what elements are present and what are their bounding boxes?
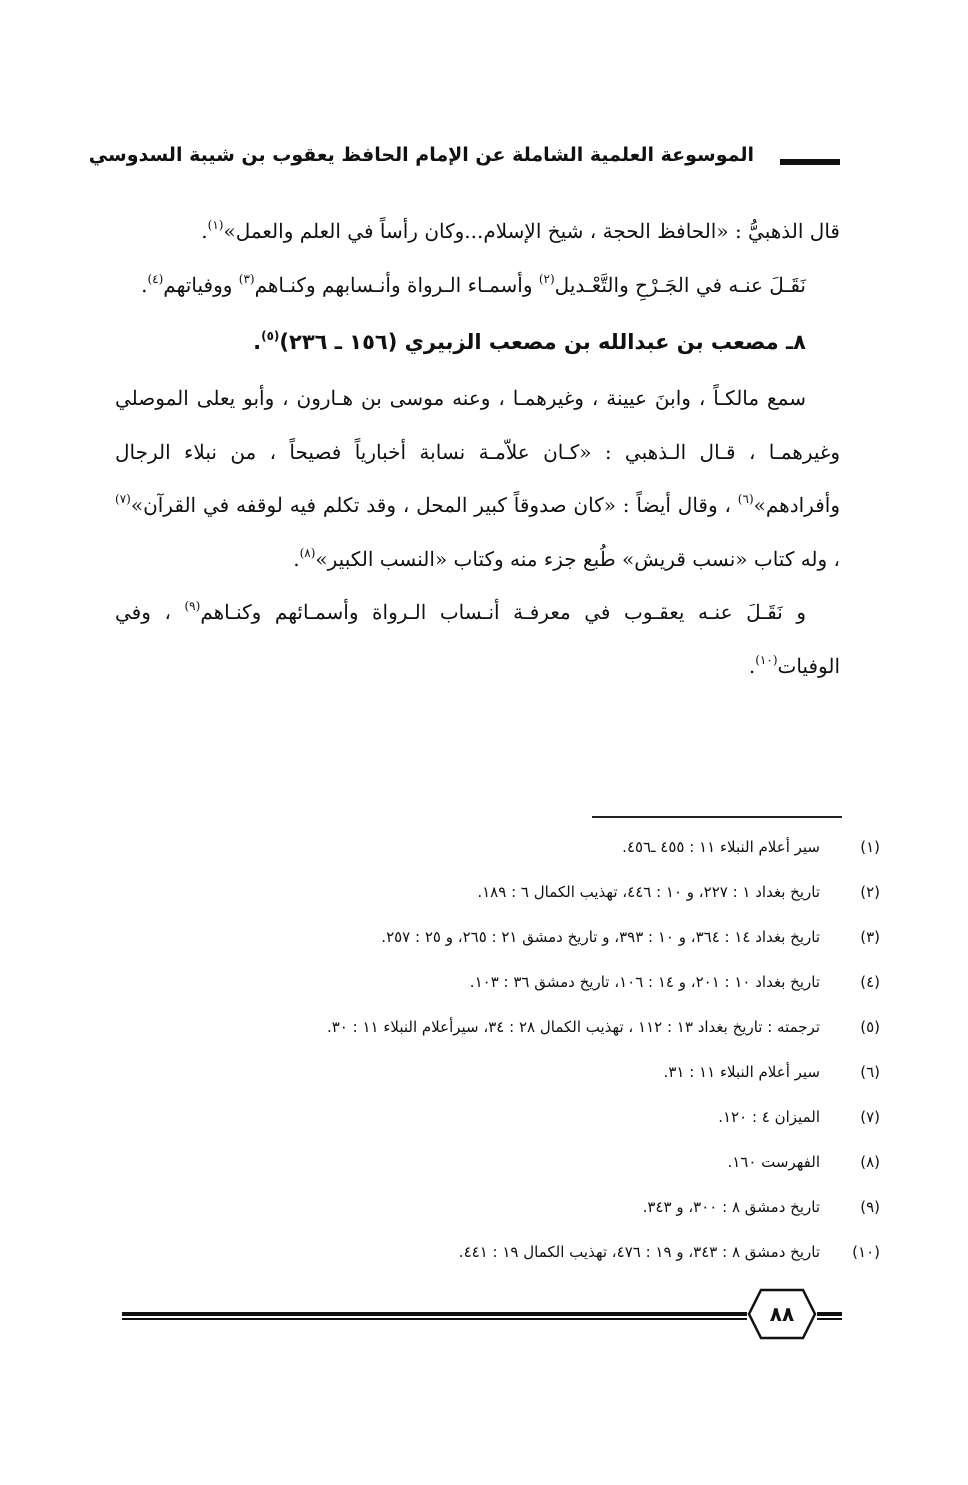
header-title: الموسوعة العلمية الشاملة عن الإمام الحافظ يعقوب بن شيبة السدوسي bbox=[79, 144, 764, 166]
paragraph-4-text-b: ، وفي الوفيات bbox=[115, 600, 840, 678]
footnote-item bbox=[100, 1243, 880, 1288]
footnote-number: (١٠) bbox=[852, 1243, 880, 1261]
footnote-text: سير أعلام النبلاء ١١ : ٣١. bbox=[663, 1063, 820, 1081]
paragraph-2-end: . bbox=[141, 272, 148, 297]
paragraph-2-text-a: نَقَـلَ عنـه في الجَـرْحِ والتَّعْـديل bbox=[554, 272, 806, 297]
bottom-rule bbox=[122, 1312, 842, 1320]
paragraph-2-text-b: وأسمـاء الـرواة وأنـسابهم وكنـاهم bbox=[254, 272, 539, 297]
section-heading-end: . bbox=[253, 330, 262, 354]
footnote-number: (٣) bbox=[860, 928, 880, 946]
footnote-text: تاريخ دمشق ٨ : ٣٠٠، و ٣٤٣. bbox=[642, 1198, 820, 1216]
paragraph-1 bbox=[115, 205, 840, 259]
footnote-separator bbox=[592, 816, 842, 818]
footnote-ref-1[interactable]: (١) bbox=[207, 218, 224, 232]
footnote-number: (٦) bbox=[860, 1063, 880, 1081]
footnote-number: (٧) bbox=[860, 1108, 880, 1126]
footnote-number: (٩) bbox=[860, 1198, 880, 1216]
footnote-ref-2[interactable]: (٢) bbox=[538, 271, 555, 286]
footnote-ref-9[interactable]: (٩) bbox=[184, 599, 201, 613]
footnote-ref-7[interactable]: (٧) bbox=[115, 492, 131, 506]
paragraph-1-text: قال الذهبيُّ : «الحافظ الحجة ، شيخ الإسلام...وكان رأساً في العلم والعمل» bbox=[223, 219, 840, 243]
footnote-text: تاريخ بغداد ١٠ : ٢٠١، و ١٤ : ١٠٦، تاريخ دمشق ٣٦ : ١٠٣. bbox=[469, 973, 820, 991]
footnote-ref-10[interactable]: (١٠) bbox=[755, 652, 778, 667]
paragraph-4 bbox=[115, 586, 840, 693]
paragraph-4-text-a: و نَقَـلَ عنـه يعقـوب في معرفـة أنـساب الـرواة وأسمـائهم وكنـاهم bbox=[200, 600, 806, 624]
paragraph-4-end: . bbox=[748, 653, 756, 678]
footnote-item bbox=[100, 1198, 880, 1243]
paragraph-3 bbox=[115, 372, 840, 586]
footnote-item bbox=[100, 1153, 880, 1198]
footnote-number: (١) bbox=[860, 838, 880, 856]
page-number-badge bbox=[747, 1288, 817, 1340]
footnote-ref-4[interactable]: (٤) bbox=[147, 271, 164, 286]
page-number: ٨٨ bbox=[769, 1302, 795, 1326]
footnotes bbox=[100, 838, 880, 1288]
footnote-item bbox=[100, 928, 880, 973]
footnote-ref-5[interactable]: (٥) bbox=[261, 329, 280, 343]
footnote-number: (٥) bbox=[860, 1018, 880, 1036]
section-heading bbox=[115, 312, 840, 372]
paragraph-1-end: . bbox=[201, 219, 208, 243]
paragraph-2 bbox=[115, 259, 840, 313]
paragraph-2-text-c: ووفياتهم bbox=[163, 272, 239, 297]
footnote-ref-3[interactable]: (٣) bbox=[238, 271, 255, 286]
footnote-number: (٢) bbox=[860, 883, 880, 901]
footnote-item bbox=[100, 838, 880, 883]
footnote-item bbox=[100, 883, 880, 928]
footnote-number: (٤) bbox=[860, 973, 880, 991]
footnote-ref-8[interactable]: (٨) bbox=[299, 545, 316, 560]
footnote-item bbox=[100, 973, 880, 1018]
paragraph-3-text-a: سمع مالكـاً ، وابنَ عيينة ، وغيرهمـا ، وعنه موسى بن هـارون ، وأبو يعلى الموصلي وغيرهمـا ، قـال الـذهبي : «كـان علاّمـة نسابة أخبارياً فصيحاً ، من نبلاء الرجال وأفرادهم» bbox=[115, 386, 840, 517]
footnote-item bbox=[100, 1108, 880, 1153]
footnote-ref-6[interactable]: (٦) bbox=[737, 492, 754, 506]
header-rule-right bbox=[780, 159, 840, 165]
footnote-number: (٨) bbox=[860, 1153, 880, 1171]
footnote-text: تاريخ بغداد ١ : ٢٢٧، و ١٠ : ٤٤٦، تهذيب الكمال ٦ : ١٨٩. bbox=[477, 883, 820, 901]
paragraph-3-end: . bbox=[293, 546, 300, 571]
footnote-text: تاريخ بغداد ١٤ : ٣٦٤، و ١٠ : ٣٩٣، و تاريخ دمشق ٢١ : ٢٦٥، و ٢٥ : ٢٥٧. bbox=[381, 928, 820, 946]
footnote-text: ترجمته : تاريخ بغداد ١٣ : ١١٢ ، تهذيب الكمال ٢٨ : ٣٤، سيرأعلام النبلاء ١١ : ٣٠. bbox=[326, 1018, 820, 1036]
footnote-item bbox=[100, 1063, 880, 1108]
section-heading-text: ٨ـ مصعب بن عبدالله بن مصعب الزبيري (١٥٦ ـ ٢٣٦) bbox=[279, 330, 806, 354]
paragraph-3-text-b: ، وقال أيضاً : «كان صدوقاً كبير المحل ، وقد تكلم فيه لوقفه في القرآن» bbox=[130, 493, 738, 517]
main-text bbox=[115, 205, 840, 693]
running-header bbox=[88, 142, 840, 182]
footnote-text: الفهرست ١٦٠. bbox=[727, 1153, 820, 1171]
footnote-item bbox=[100, 1018, 880, 1063]
footnote-text: سير أعلام النبلاء ١١ : ٤٥٥ ـ٤٥٦. bbox=[622, 838, 820, 856]
footnote-text: الميزان ٤ : ١٢٠. bbox=[718, 1108, 820, 1126]
paragraph-3-text-c: ، وله كتاب «نسب قريش» طُبع جزء منه وكتاب «النسب الكبير» bbox=[315, 546, 840, 571]
footnote-text: تاريخ دمشق ٨ : ٣٤٣، و ١٩ : ٤٧٦، تهذيب الكمال ١٩ : ٤٤١. bbox=[458, 1243, 820, 1261]
